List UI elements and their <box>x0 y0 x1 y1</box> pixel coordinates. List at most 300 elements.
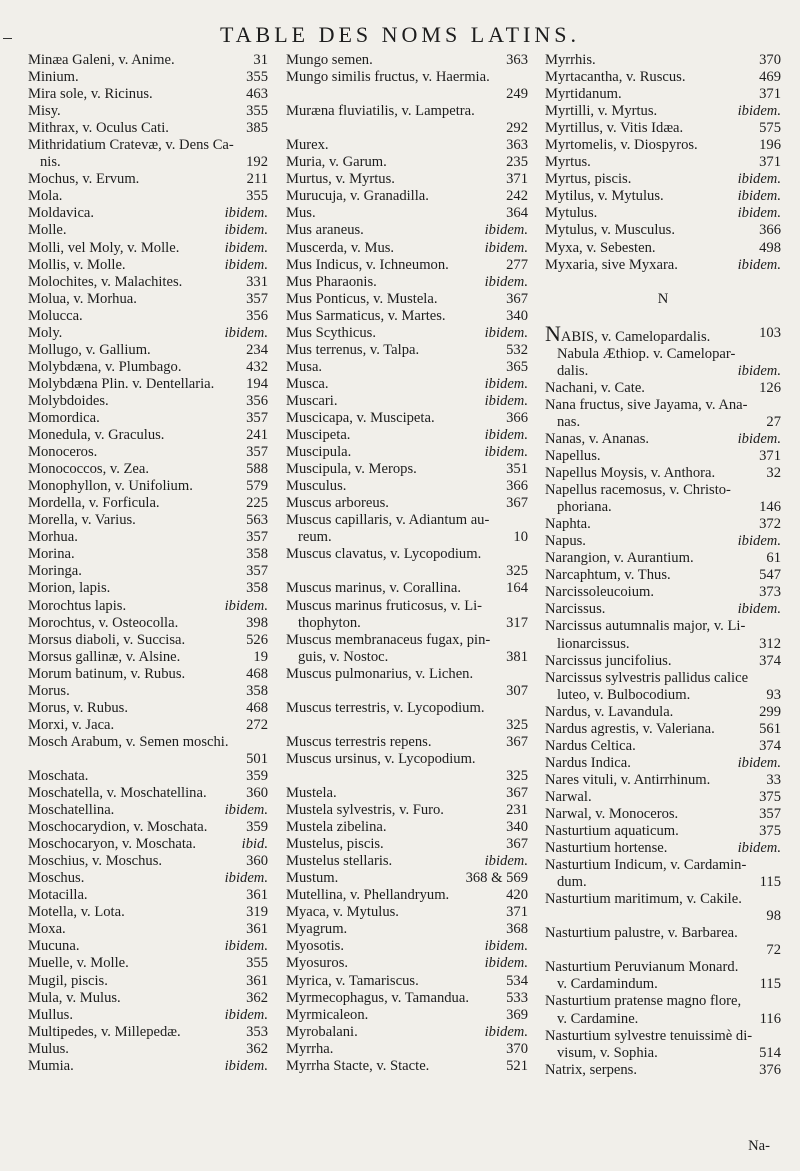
index-entry <box>286 785 528 802</box>
index-entry <box>28 86 268 103</box>
entry-page: 358 <box>246 546 268 563</box>
entry-term: Murtus, v. Myrtus. <box>286 171 395 188</box>
entry-term: Mordella, v. Forficula. <box>28 495 160 512</box>
entry-page: ibidem. <box>224 802 268 819</box>
entry-page: 355 <box>246 69 268 86</box>
entry-term: Myrtillus, v. Vitis Idæa. <box>545 120 684 137</box>
index-entry <box>286 69 528 86</box>
entry-term: Momordica. <box>28 409 100 426</box>
index-entry <box>28 137 268 154</box>
entry-term: Muscus capillaris, v. Adiantum au- <box>286 512 490 529</box>
entry-page: ibidem. <box>484 239 528 256</box>
entry-term: Nares vituli, v. Antirrhinum. <box>545 771 711 788</box>
entry-term: Moschus. <box>28 870 85 887</box>
entry-term: guis, v. Nostoc. <box>298 648 389 665</box>
entry-page: ibidem. <box>224 1057 268 1074</box>
index-entry <box>545 670 781 687</box>
entry-term: Muelle, v. Molle. <box>28 955 129 972</box>
entry-page: ibidem. <box>484 1023 528 1040</box>
entry-term: Multipedes, v. Millepedæ. <box>28 1023 181 1040</box>
entry-term: Mustelus, piscis. <box>286 836 384 853</box>
entry-term: Murex. <box>286 137 329 154</box>
entry-page: ibidem. <box>484 273 528 290</box>
index-entry <box>545 942 781 959</box>
index-entry <box>28 274 268 291</box>
entry-term: Misy. <box>28 103 61 120</box>
entry-term: Morina. <box>28 546 75 563</box>
entry-page: 249 <box>506 86 528 103</box>
entry-page: 533 <box>506 989 528 1006</box>
index-entry <box>28 240 268 257</box>
index-entry <box>28 393 268 410</box>
entry-term: nas. <box>557 413 581 430</box>
entry-term: Morus, v. Rubus. <box>28 699 129 716</box>
index-entry <box>286 836 528 853</box>
entry-term: Napus. <box>545 533 586 550</box>
entry-page: 371 <box>759 447 781 464</box>
index-entry <box>28 887 268 904</box>
entry-page <box>524 666 528 683</box>
index-entry <box>545 1028 781 1045</box>
entry-term: Moxa. <box>28 921 66 938</box>
index-entry <box>286 1041 528 1058</box>
index-entry <box>286 137 528 154</box>
entry-page: 360 <box>246 853 268 870</box>
entry-page: 225 <box>246 495 268 512</box>
index-entry <box>545 516 781 533</box>
index-entry <box>286 938 528 955</box>
index-entry <box>545 205 781 222</box>
entry-page: 319 <box>246 904 268 921</box>
entry-page <box>777 482 781 499</box>
index-entry <box>28 342 268 359</box>
index-entry <box>545 171 781 188</box>
index-entry <box>286 154 528 171</box>
entry-page: 19 <box>253 648 268 665</box>
entry-page: 325 <box>506 767 528 784</box>
index-entry <box>545 925 781 942</box>
entry-term: Nasturtium maritimum, v. Cakile. <box>545 891 742 908</box>
entry-page: 372 <box>759 516 781 533</box>
index-entry <box>28 734 268 751</box>
index-entry <box>286 649 528 666</box>
entry-term: Mustum. <box>286 870 339 887</box>
entry-term: Musa. <box>286 358 323 375</box>
index-entry <box>286 580 528 597</box>
entry-term: Monoceros. <box>28 444 98 461</box>
index-entry <box>286 546 528 563</box>
index-entry <box>28 563 268 580</box>
index-entry <box>545 772 781 789</box>
entry-page: ibidem. <box>484 938 528 955</box>
entry-page: 363 <box>506 137 528 154</box>
entry-term: Monophyllon, v. Unifolium. <box>28 478 193 495</box>
entry-page: ibidem. <box>484 427 528 444</box>
entry-term: Mustelus stellaris. <box>286 853 393 870</box>
index-entry <box>286 819 528 836</box>
entry-term: Mugil, piscis. <box>28 972 108 989</box>
index-entry <box>545 755 781 772</box>
entry-page: 357 <box>246 290 268 307</box>
index-entry <box>545 482 781 499</box>
index-entry <box>545 636 781 653</box>
index-entry <box>545 789 781 806</box>
entry-page: 299 <box>759 703 781 720</box>
entry-page: 242 <box>506 188 528 205</box>
index-entry <box>286 342 528 359</box>
entry-term: Moschocarydion, v. Moschata. <box>28 819 208 836</box>
entry-page: ibidem. <box>737 256 781 273</box>
index-entry <box>545 976 781 993</box>
entry-page: 361 <box>246 887 268 904</box>
index-entry <box>545 738 781 755</box>
index-entry <box>286 120 528 137</box>
entry-page: ibid. <box>241 836 268 853</box>
entry-term: Myrtidanum. <box>545 86 622 103</box>
entry-term: Natrix, serpens. <box>545 1061 637 1078</box>
entry-page: 420 <box>506 887 528 904</box>
entry-term: Myrrha. <box>286 1040 334 1057</box>
index-entry <box>286 410 528 427</box>
entry-page: ibidem. <box>737 430 781 447</box>
entry-page: 369 <box>506 1006 528 1023</box>
index-entry <box>545 222 781 239</box>
index-entry <box>545 840 781 857</box>
index-entry <box>545 874 781 891</box>
index-entry <box>286 955 528 972</box>
index-entry <box>28 990 268 1007</box>
entry-page: 103 <box>759 324 781 341</box>
index-entry <box>28 785 268 802</box>
index-entry <box>545 431 781 448</box>
entry-term: Muscus membranaceus fugax, pin- <box>286 631 491 648</box>
index-entry <box>545 363 781 380</box>
entry-term: Muscus marinus fruticosus, v. Li- <box>286 597 483 614</box>
entry-page <box>777 857 781 874</box>
index-entry <box>28 870 268 887</box>
entry-page: 115 <box>759 976 781 993</box>
index-entry <box>545 346 781 363</box>
index-entry <box>286 683 528 700</box>
entry-term: Narwal. <box>545 788 592 805</box>
index-entry <box>545 86 781 103</box>
entry-term: Narcissus juncifolius. <box>545 652 672 669</box>
entry-term: Mochus, v. Ervum. <box>28 171 140 188</box>
index-entry <box>28 427 268 444</box>
index-entry <box>545 397 781 414</box>
entry-page: 463 <box>246 86 268 103</box>
entry-term: Nardus, v. Lavandula. <box>545 703 674 720</box>
index-entry <box>28 632 268 649</box>
entry-page: ibidem. <box>737 533 781 550</box>
index-entry <box>286 188 528 205</box>
index-entry <box>28 495 268 512</box>
entry-page: 234 <box>246 341 268 358</box>
index-entry <box>28 700 268 717</box>
entry-term: Morsus diaboli, v. Succisa. <box>28 631 186 648</box>
entry-term: Molochites, v. Malachites. <box>28 273 183 290</box>
entry-term: Moldavica. <box>28 205 95 222</box>
entry-term: lionarcissus. <box>557 635 630 652</box>
entry-page: 307 <box>506 682 528 699</box>
index-entry <box>28 802 268 819</box>
entry-term: Nabula Æthiop. v. Camelopar- <box>557 345 736 362</box>
entry-page: 351 <box>506 461 528 478</box>
index-entry <box>28 904 268 921</box>
entry-page: ibidem. <box>737 171 781 188</box>
entry-page: 331 <box>246 273 268 290</box>
entry-term: Myosotis. <box>286 938 344 955</box>
entry-page: ibidem. <box>737 840 781 857</box>
entry-term: Muscus pulmonarius, v. Lichen. <box>286 665 474 682</box>
entry-page: 126 <box>759 379 781 396</box>
entry-page: 381 <box>506 648 528 665</box>
index-entry <box>28 819 268 836</box>
index-entry <box>286 512 528 529</box>
entry-term: Mira sole, v. Ricinus. <box>28 86 153 103</box>
spacer <box>545 274 781 291</box>
entry-term: Narcissus. <box>545 601 606 618</box>
entry-term: Narwal, v. Monoceros. <box>545 805 679 822</box>
entry-term: Muria, v. Garum. <box>286 154 387 171</box>
entry-page: ibidem. <box>224 256 268 273</box>
entry-page <box>777 959 781 976</box>
entry-term: Nardus Indica. <box>545 754 631 771</box>
entry-term: Minæa Galeni, v. Anime. <box>28 52 175 68</box>
index-entry <box>545 550 781 567</box>
entry-page: 366 <box>759 222 781 239</box>
index-entry <box>286 802 528 819</box>
entry-term: Mytulus, v. Musculus. <box>545 222 676 239</box>
index-entry <box>545 721 781 738</box>
index-entry <box>28 291 268 308</box>
entry-page: ibidem. <box>484 222 528 239</box>
entry-term: Myrtus. <box>545 154 591 171</box>
index-entry <box>545 618 781 635</box>
entry-page: 312 <box>759 635 781 652</box>
index-column-3 <box>545 52 781 1079</box>
entry-page: 364 <box>506 205 528 222</box>
entry-page <box>264 734 268 751</box>
entry-term: Muscipula, v. Merops. <box>286 461 417 478</box>
index-entry <box>28 529 268 546</box>
entry-page: ibidem. <box>224 205 268 222</box>
index-entry <box>28 836 268 853</box>
entry-page <box>777 891 781 908</box>
entry-page: 367 <box>506 495 528 512</box>
index-entry <box>28 308 268 325</box>
entry-term: Motacilla. <box>28 887 88 904</box>
index-entry <box>545 908 781 925</box>
index-entry <box>286 700 528 717</box>
entry-page: 357 <box>246 444 268 461</box>
section-letter: N <box>657 290 669 307</box>
index-entry <box>286 1024 528 1041</box>
entry-page: 368 <box>506 921 528 938</box>
entry-term: Myosuros. <box>286 955 349 972</box>
entry-page: 368 & 569 <box>465 870 528 887</box>
entry-page: ibidem. <box>224 870 268 887</box>
entry-page <box>524 69 528 86</box>
entry-term: Myrtomelis, v. Diospyros. <box>545 137 698 154</box>
entry-page: 366 <box>506 409 528 426</box>
entry-page: ibidem. <box>484 375 528 392</box>
index-entry <box>545 69 781 86</box>
entry-term: Napellus. <box>545 447 601 464</box>
index-entry <box>28 1024 268 1041</box>
entry-page: ibidem. <box>224 239 268 256</box>
index-entry <box>286 717 528 734</box>
entry-page: 374 <box>759 737 781 754</box>
entry-term: Nasturtium palustre, v. Barbarea. <box>545 925 738 942</box>
index-entry <box>545 137 781 154</box>
index-entry <box>545 1045 781 1062</box>
entry-page: ibidem. <box>224 324 268 341</box>
index-entry <box>286 598 528 615</box>
entry-term: Muræna fluviatilis, v. Lampetra. <box>286 103 475 120</box>
entry-term: Molybdæna Plin. v. Dentellaria. <box>28 375 215 392</box>
entry-page: 371 <box>759 154 781 171</box>
index-entry <box>545 120 781 137</box>
index-entry <box>286 376 528 393</box>
entry-page: 116 <box>759 1010 781 1027</box>
index-entry <box>545 687 781 704</box>
entry-term: Moschatella, v. Moschatellina. <box>28 785 207 802</box>
entry-term: Morochtus lapis. <box>28 597 127 614</box>
index-entry <box>28 938 268 955</box>
entry-term: Moschocaryon, v. Moschata. <box>28 836 197 853</box>
index-entry <box>28 257 268 274</box>
entry-term: Morum batinum, v. Rubus. <box>28 665 186 682</box>
entry-page: 575 <box>759 120 781 137</box>
entry-page: 357 <box>759 805 781 822</box>
entry-page <box>524 700 528 717</box>
entry-term: Muscipula. <box>286 444 352 461</box>
entry-term: Muscicapa, v. Muscipeta. <box>286 409 435 426</box>
entry-page: 363 <box>506 52 528 68</box>
index-entry <box>545 325 781 346</box>
entry-page: 340 <box>506 819 528 836</box>
index-entry <box>28 205 268 222</box>
entry-page: 358 <box>246 682 268 699</box>
entry-term: luteo, v. Bulbocodium. <box>557 686 691 703</box>
entry-term: Nana fructus, sive Jayama, v. Ana- <box>545 396 748 413</box>
entry-page: ibidem. <box>737 601 781 618</box>
entry-term: Mula, v. Mulus. <box>28 989 121 1006</box>
entry-term: Nardus Celtica. <box>545 737 636 754</box>
index-entry <box>28 120 268 137</box>
entry-term: Muscus arboreus. <box>286 495 389 512</box>
index-entry <box>545 584 781 601</box>
entry-page: 563 <box>246 512 268 529</box>
index-entry <box>28 478 268 495</box>
entry-term: Myrrhis. <box>545 52 596 68</box>
entry-term: Nasturtium pratense magno flore, <box>545 993 742 1010</box>
index-entry <box>286 478 528 495</box>
entry-page: 362 <box>246 1040 268 1057</box>
index-entry <box>286 853 528 870</box>
entry-term: Muscus marinus, v. Corallina. <box>286 580 461 597</box>
entry-term: Naphta. <box>545 516 591 533</box>
entry-page: 272 <box>246 716 268 733</box>
index-entry <box>286 768 528 785</box>
entry-page: ibidem. <box>224 1006 268 1023</box>
entry-term: Moringa. <box>28 563 82 580</box>
entry-page: 367 <box>506 836 528 853</box>
index-entry <box>28 598 268 615</box>
entry-term: dalis. <box>557 362 589 379</box>
entry-page: 211 <box>246 171 268 188</box>
index-entry <box>286 563 528 580</box>
entry-term: Molybdæna, v. Plumbago. <box>28 358 182 375</box>
entry-page: 231 <box>506 802 528 819</box>
entry-term: Murucuja, v. Granadilla. <box>286 188 429 205</box>
entry-page: 27 <box>766 413 781 430</box>
index-entry <box>28 359 268 376</box>
index-entry <box>286 751 528 768</box>
entry-term: Mus Ponticus, v. Mustela. <box>286 290 438 307</box>
entry-term: Molybdoides. <box>28 392 109 409</box>
index-entry <box>28 768 268 785</box>
entry-term: Mus Indicus, v. Ichneumon. <box>286 256 449 273</box>
entry-page: 468 <box>246 699 268 716</box>
entry-page: 192 <box>246 154 268 171</box>
entry-page <box>777 993 781 1010</box>
index-entry <box>28 1007 268 1024</box>
entry-page: 376 <box>759 1061 781 1078</box>
entry-page: ibidem. <box>737 205 781 222</box>
entry-page: 355 <box>246 188 268 205</box>
index-entry <box>286 666 528 683</box>
entry-page: 164 <box>506 580 528 597</box>
index-entry <box>286 291 528 308</box>
index-entry <box>28 325 268 342</box>
entry-term: Motella, v. Lota. <box>28 904 125 921</box>
index-entry <box>286 257 528 274</box>
entry-term: Morsus gallinæ, v. Alsine. <box>28 648 181 665</box>
entry-page: ibidem. <box>484 955 528 972</box>
entry-page <box>777 618 781 635</box>
entry-page: 277 <box>506 256 528 273</box>
entry-term: Muscus terrestris, v. Lycopodium. <box>286 699 485 716</box>
entry-term: Molua, v. Morhua. <box>28 290 137 307</box>
entry-term: Monedula, v. Graculus. <box>28 427 165 444</box>
index-entry <box>28 853 268 870</box>
entry-page: 514 <box>759 1044 781 1061</box>
entry-page: 501 <box>246 750 268 767</box>
entry-page: 93 <box>766 686 781 703</box>
entry-page <box>524 598 528 615</box>
entry-page: ibidem. <box>737 754 781 771</box>
entry-term: Morella, v. Varius. <box>28 512 136 529</box>
entry-term: Nasturtium hortense. <box>545 840 668 857</box>
index-entry <box>28 1058 268 1075</box>
entry-term: Mustela. <box>286 785 337 802</box>
drop-cap: N <box>545 324 561 346</box>
index-entry <box>286 240 528 257</box>
entry-page: 547 <box>759 567 781 584</box>
entry-term: Moschius, v. Moschus. <box>28 853 163 870</box>
entry-page: 385 <box>246 120 268 137</box>
index-entry <box>545 704 781 721</box>
entry-term: Mus Sarmaticus, v. Martes. <box>286 307 446 324</box>
index-entry <box>286 887 528 904</box>
index-entry <box>28 52 268 69</box>
index-entry <box>286 904 528 921</box>
entry-page: ibidem. <box>484 324 528 341</box>
index-entry <box>28 444 268 461</box>
entry-term: Myxa, v. Sebesten. <box>545 239 656 256</box>
